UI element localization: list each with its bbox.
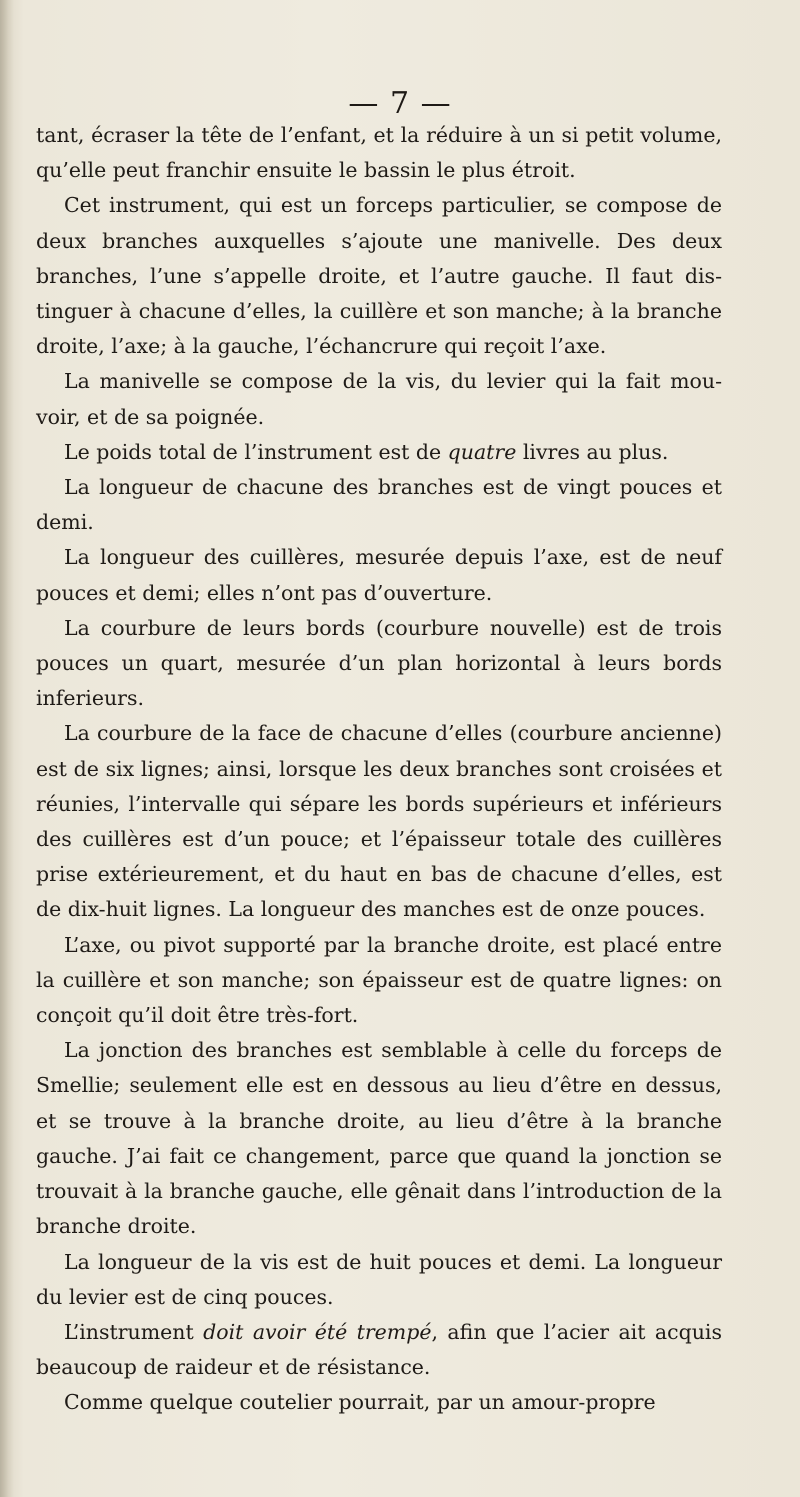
text-run: Le poids total de l’instrument est de (64, 439, 448, 464)
text-run: tant, écraser la tête de l’enfant, et la réduire à un si petit volume, qu’elle peut franchir ensuite le bassin le plus étroit. (36, 123, 722, 183)
paragraph (36, 118, 722, 188)
text-run: livres au plus. (516, 439, 669, 464)
body-text (36, 118, 722, 1421)
paragraph (36, 611, 722, 717)
text-run: La courbure de la face de chacune d’elles (courbure ancienne) est de six lignes; ainsi, lorsque les deux branches sont croisées et réunies, l’intervalle qui sépare les bords supérieurs et inférieurs des cuillères est d’un pouce; et l’épaisseur totale des cuillères prise extérieurement, et du haut en bas de chacune d’elles, est de dix-huit lignes. La longueur des manches est de onze pouces. (36, 721, 722, 922)
paragraph (36, 1033, 722, 1244)
page-number: — 7 — (348, 86, 452, 121)
paragraph (36, 1385, 722, 1420)
paragraph (36, 188, 722, 364)
italic-text-run: doit avoir été trempé (203, 1319, 432, 1344)
italic-text-run: quatre (447, 439, 517, 464)
paragraph (36, 364, 722, 434)
text-run: La longueur de la vis est de huit pouces et demi. La longueur du levier est de cinq pouces. (36, 1249, 722, 1309)
paragraph (36, 540, 722, 610)
paragraph (36, 1245, 722, 1315)
paragraph (36, 1315, 722, 1385)
text-run: La manivelle se compose de la vis, du levier qui la fait mouvoir, et de sa poignée. (36, 369, 722, 429)
text-run: Cet instrument, qui est un forceps particulier, se compose de deux branches auxquelles s’ajoute une manivelle. Des deux branches, l’une s’appelle droite, et l’autre gauche. Il faut distinguer à chacune d’elles, la cuillère et son manche; à la branche droite, l’axe; à la gauche, l’échancrure qui reçoit l’axe. (36, 193, 722, 359)
text-run: Comme quelque coutelier pourrait, par un amour-propre (64, 1390, 656, 1415)
paragraph (36, 716, 722, 927)
paragraph (36, 435, 722, 470)
paragraph (36, 928, 722, 1034)
text-run: La courbure de leurs bords (courbure nouvelle) est de trois pouces un quart, mesurée d’un plan horizontal à leurs bords inferieurs. (36, 615, 722, 711)
text-run: La longueur de chacune des branches est de vingt pouces et demi. (36, 475, 722, 535)
text-run: La jonction des branches est semblable à celle du forceps de Smellie; seulement elle est en dessous au lieu d’être en dessus, et se trouve à la branche droite, au lieu d’être à la branche gauche. J’ai fait ce changement, parce que quand la jonction se trouvait à la branche gauche, elle gênait dans l’introduction de la branche droite. (36, 1038, 722, 1239)
text-run: , afin que l’acier ait acquis beaucoup de raideur et de résistance. (36, 1319, 722, 1380)
text-run: L’axe, ou pivot supporté par la branche droite, est placé entre la cuillère et son manche; son épaisseur est de quatre lignes: on conçoit qu’il doit être très-fort. (36, 932, 722, 1028)
paragraph (36, 470, 722, 540)
text-run: La longueur des cuillères, mesurée depuis l’axe, est de neuf pouces et demi; elles n’ont pas d’ouverture. (36, 545, 722, 605)
page-gutter-shadow (0, 0, 14, 1497)
text-run: L’instrument (64, 1319, 204, 1344)
